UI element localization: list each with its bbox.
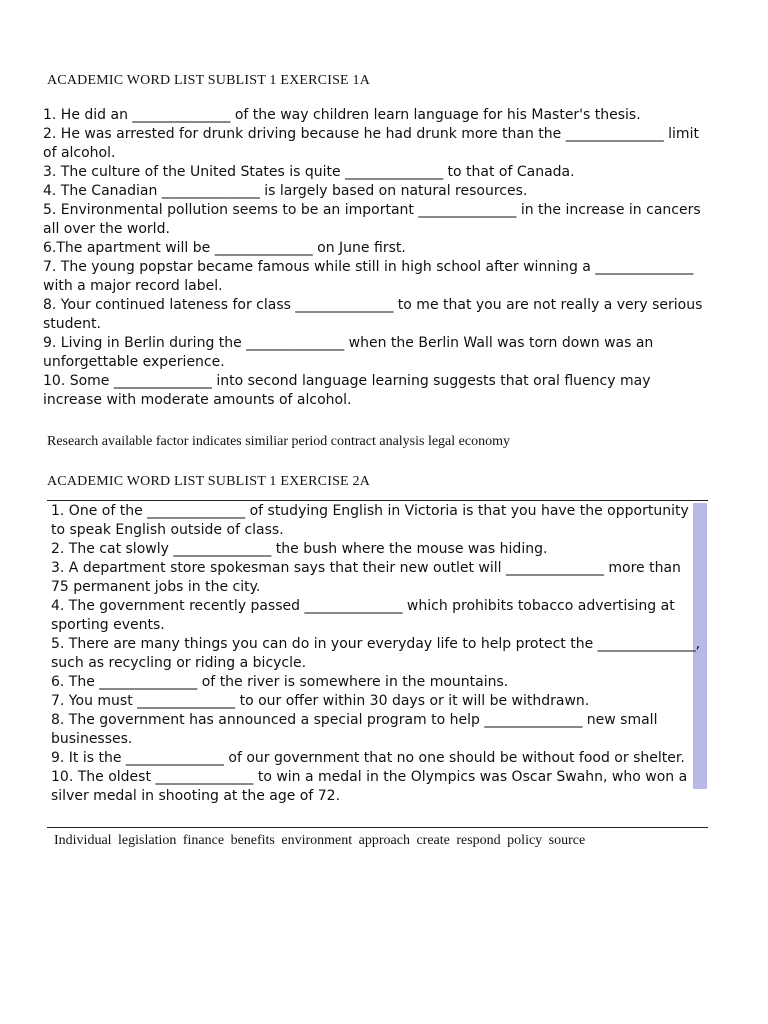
question-item: 4. The Canadian ______________ is largely based on natural resources.: [43, 183, 528, 199]
question-item: 6.The apartment will be ______________ on June first.: [43, 240, 406, 256]
question-item: 10. The oldest ______________ to win a medal in the Olympics was Oscar Swahn, who won a silver medal in shooting at the age of 72.: [51, 769, 688, 804]
question-item: 5. Environmental pollution seems to be an important ______________ in the increase in cancers all over the world.: [43, 202, 701, 237]
question-item: 3. The culture of the United States is quite ______________ to that of Canada.: [43, 164, 575, 180]
exercise-1a-heading: ACADEMIC WORD LIST SUBLIST 1 EXERCISE 1A: [47, 73, 371, 88]
question-item: 7. The young popstar became famous while still in high school after winning a ______________ with a major record label.: [43, 259, 694, 294]
question-item: 3. A department store spokesman says that their new outlet will ______________ more than 75 permanent jobs in the city.: [51, 560, 681, 595]
exercise-2a-word-bank: Individual legislation finance benefits environment approach create respond policy source: [54, 833, 586, 848]
question-item: 1. He did an ______________ of the way children learn language for his Master's thesis.: [43, 107, 641, 123]
exercise-1a-questions: [43, 106, 711, 410]
exercise-2a-heading: ACADEMIC WORD LIST SUBLIST 1 EXERCISE 2A: [47, 474, 371, 489]
question-item: 9. It is the ______________ of our government that no one should be without food or shelter.: [51, 750, 685, 766]
exercise-2a-questions: [51, 502, 701, 806]
question-item: 7. You must ______________ to our offer within 30 days or it will be withdrawn.: [51, 693, 590, 709]
question-item: 5. There are many things you can do in your everyday life to help protect the ______________, such as recycling or riding a bicycle.: [51, 636, 701, 671]
question-item: 9. Living in Berlin during the ______________ when the Berlin Wall was torn down was an unforgettable experience.: [43, 335, 654, 370]
question-item: 8. The government has announced a special program to help ______________ new small businesses.: [51, 712, 658, 747]
question-item: 2. He was arrested for drunk driving because he had drunk more than the ______________ limit of alcohol.: [43, 126, 699, 161]
question-item: 10. Some ______________ into second language learning suggests that oral fluency may increase with moderate amounts of alcohol.: [43, 373, 651, 408]
question-item: 4. The government recently passed ______________ which prohibits tobacco advertising at sporting events.: [51, 598, 675, 633]
question-item: 6. The ______________ of the river is somewhere in the mountains.: [51, 674, 509, 690]
question-item: 8. Your continued lateness for class ______________ to me that you are not really a very serious student.: [43, 297, 703, 332]
exercise-1a-word-bank: Research available factor indicates similiar period contract analysis legal economy: [47, 434, 510, 449]
question-item: 1. One of the ______________ of studying English in Victoria is that you have the opportunity to speak English outside of class.: [51, 503, 689, 538]
question-item: 2. The cat slowly ______________ the bush where the mouse was hiding.: [51, 541, 548, 557]
